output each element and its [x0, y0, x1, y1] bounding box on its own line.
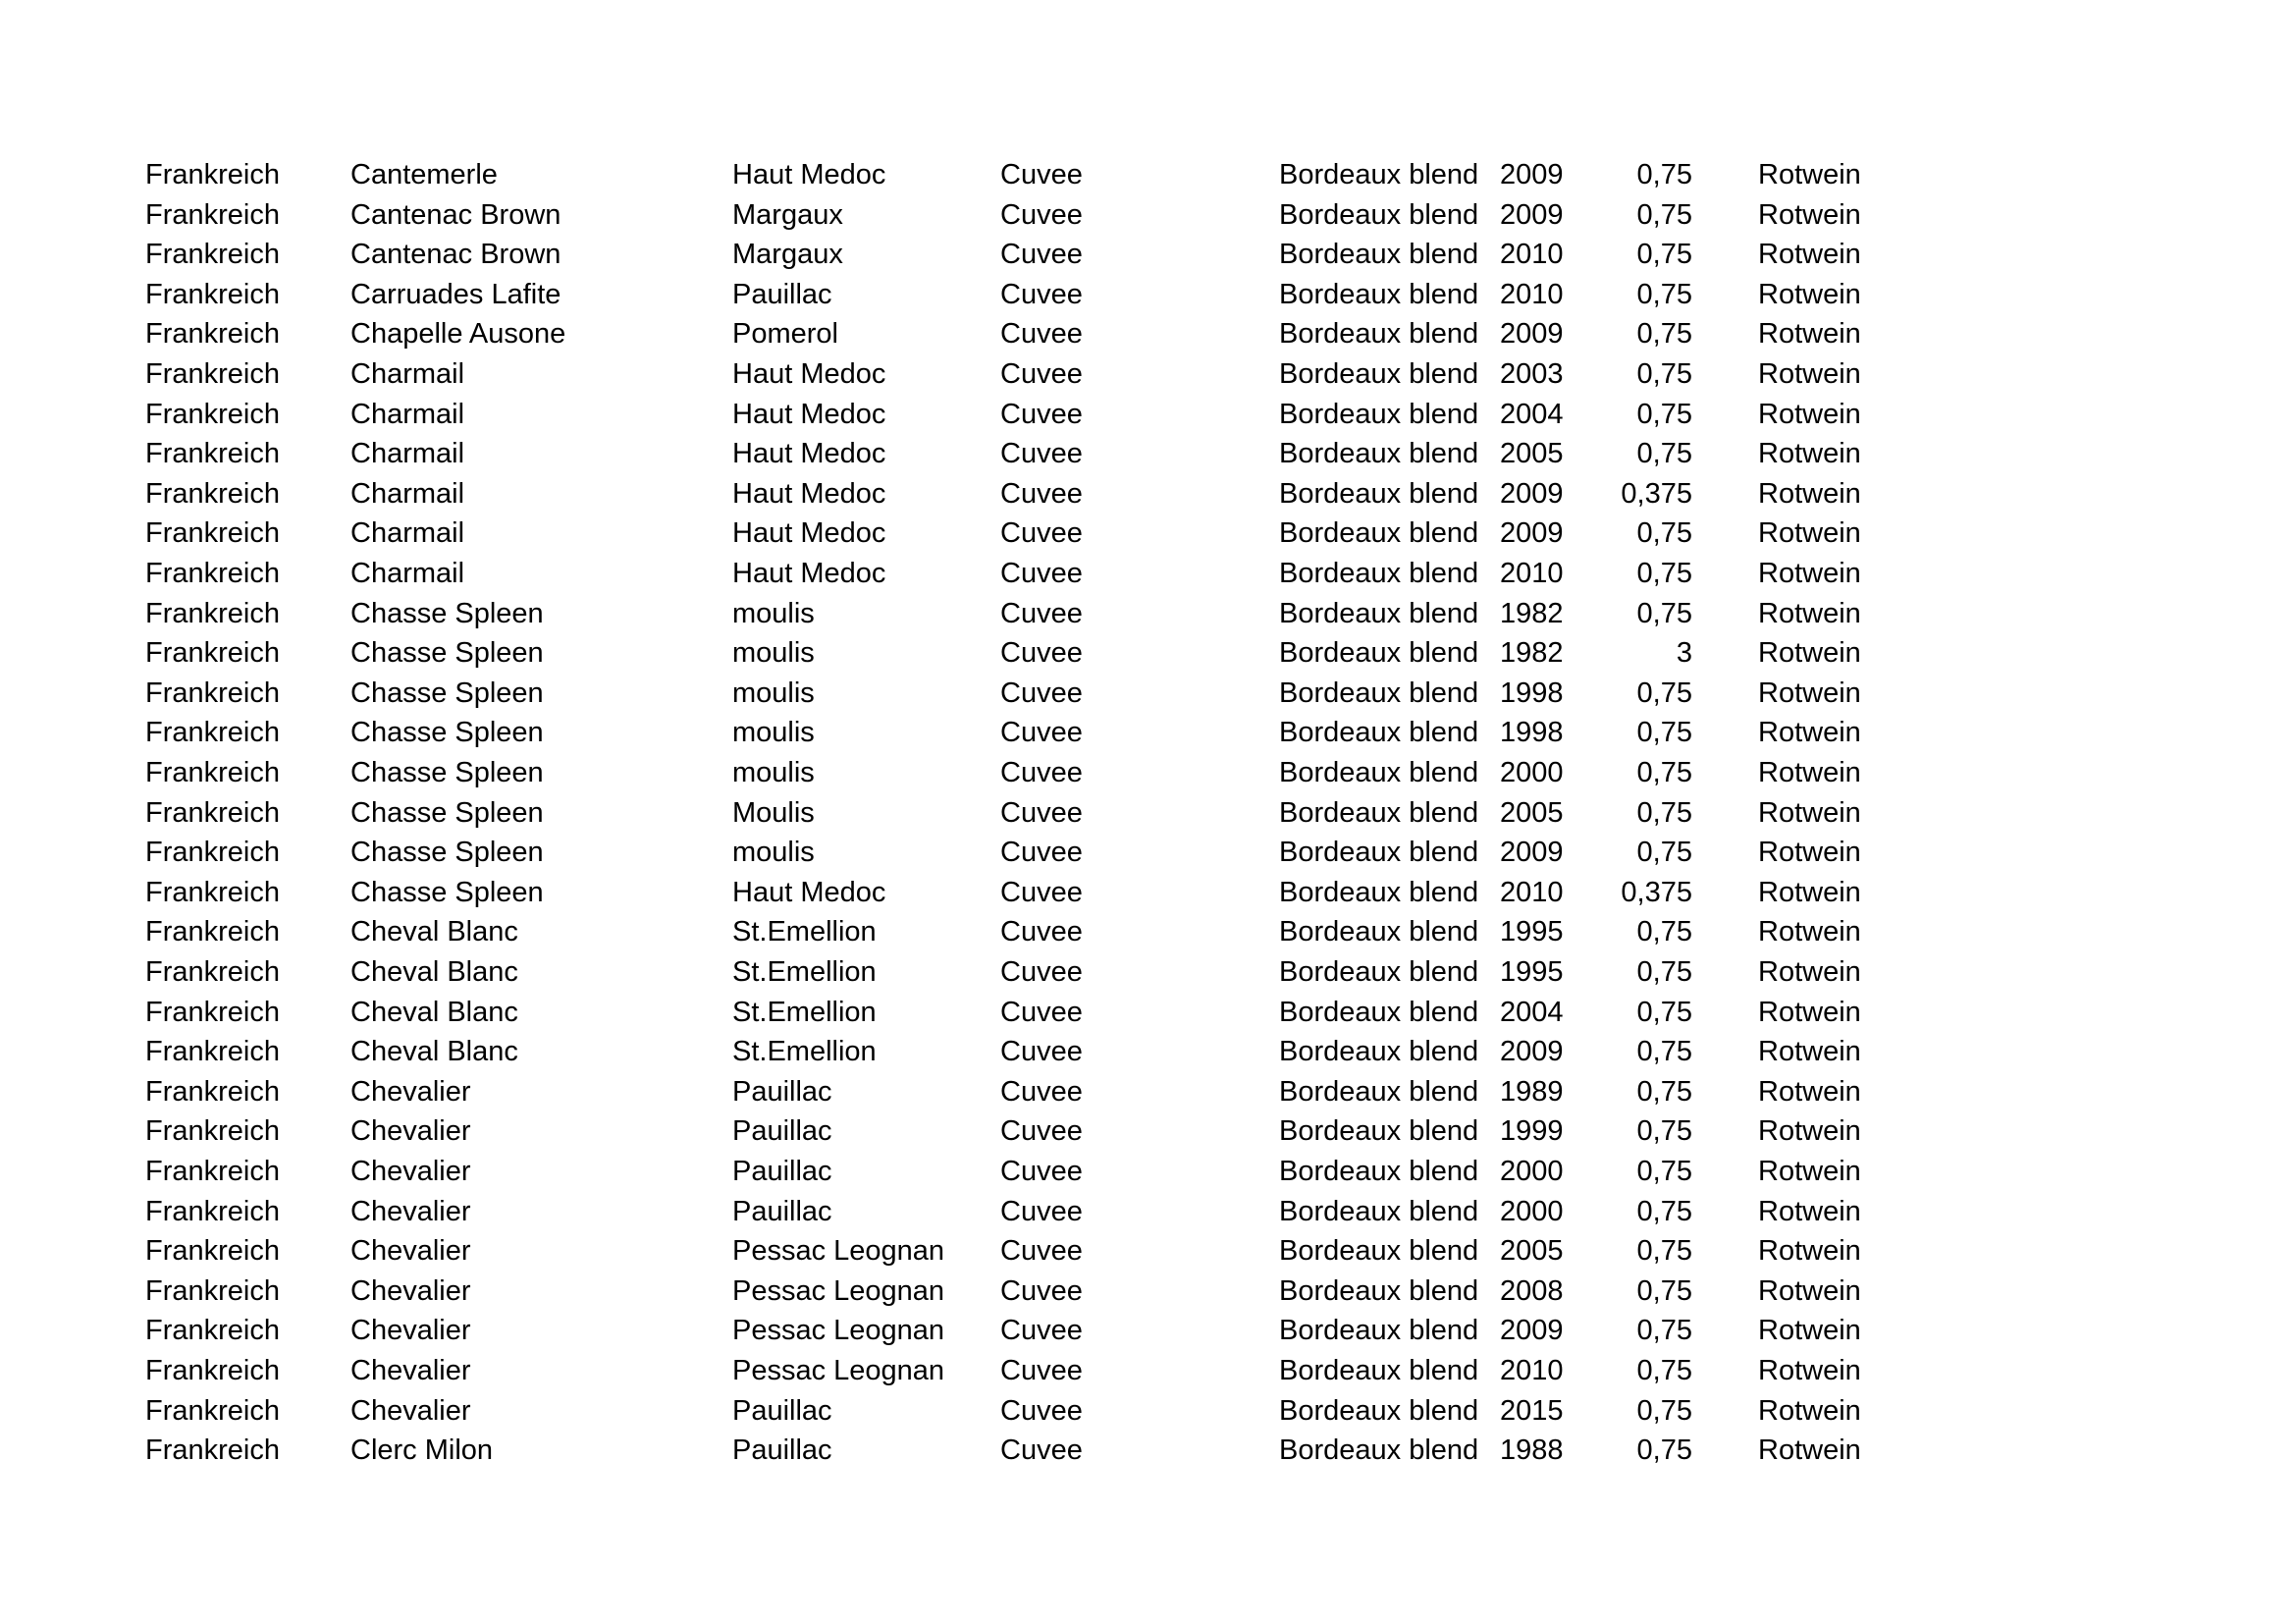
wine-name-cell: Chevalier — [350, 1195, 471, 1227]
wine-color-cell: Rotwein — [1758, 1315, 1861, 1347]
vintage-cell: 2005 — [1500, 1235, 1564, 1268]
grape-cell: Bordeaux blend — [1279, 1115, 1479, 1148]
table-row — [0, 554, 2296, 593]
country-cell: Frankreich — [145, 1315, 280, 1347]
vintage-cell: 2010 — [1500, 558, 1564, 589]
country-cell: Frankreich — [145, 438, 280, 470]
grape-cell: Bordeaux blend — [1279, 477, 1479, 510]
wine-name-cell: Chapelle Ausone — [350, 318, 566, 351]
type-cell: Cuvee — [1000, 637, 1083, 670]
type-cell: Cuvee — [1000, 477, 1083, 510]
country-cell: Frankreich — [145, 477, 280, 510]
region-cell: Moulis — [732, 796, 815, 829]
region-cell: St.Emellion — [732, 996, 877, 1028]
country-cell: Frankreich — [145, 637, 280, 670]
region-cell: Pauillac — [732, 278, 832, 310]
type-cell: Cuvee — [1000, 597, 1083, 629]
grape-cell: Bordeaux blend — [1279, 796, 1479, 829]
grape-cell: Bordeaux blend — [1279, 956, 1479, 988]
volume-cell: 0,75 — [1636, 1394, 1692, 1427]
region-cell: Haut Medoc — [732, 159, 886, 190]
volume-cell: 0,75 — [1636, 677, 1692, 709]
type-cell: Cuvee — [1000, 1036, 1083, 1068]
volume-cell: 0,375 — [1621, 477, 1692, 510]
country-cell: Frankreich — [145, 398, 280, 430]
wine-name-cell: Chasse Spleen — [350, 837, 544, 869]
table-row — [0, 1231, 2296, 1271]
table-row — [0, 235, 2296, 274]
wine-color-cell: Rotwein — [1758, 558, 1861, 589]
vintage-cell: 1988 — [1500, 1435, 1564, 1467]
volume-cell: 0,75 — [1636, 1036, 1692, 1068]
type-cell: Cuvee — [1000, 796, 1083, 829]
wine-color-cell: Rotwein — [1758, 996, 1861, 1028]
vintage-cell: 1995 — [1500, 956, 1564, 988]
wine-color-cell: Rotwein — [1758, 1195, 1861, 1227]
wine-color-cell: Rotwein — [1758, 1036, 1861, 1068]
wine-name-cell: Charmail — [350, 398, 465, 430]
vintage-cell: 1999 — [1500, 1115, 1564, 1148]
table-row — [0, 1111, 2296, 1151]
region-cell: Pauillac — [732, 1435, 832, 1467]
volume-cell: 0,75 — [1636, 438, 1692, 470]
region-cell: Haut Medoc — [732, 398, 886, 430]
volume-cell: 0,75 — [1636, 239, 1692, 271]
region-cell: Margaux — [732, 239, 843, 271]
table-row — [0, 912, 2296, 951]
wine-name-cell: Chasse Spleen — [350, 757, 544, 788]
vintage-cell: 2004 — [1500, 996, 1564, 1028]
grape-cell: Bordeaux blend — [1279, 398, 1479, 430]
table-row — [0, 1152, 2296, 1191]
type-cell: Cuvee — [1000, 278, 1083, 310]
vintage-cell: 2010 — [1500, 876, 1564, 908]
region-cell: Pessac Leognan — [732, 1355, 945, 1386]
type-cell: Cuvee — [1000, 1235, 1083, 1268]
table-row — [0, 753, 2296, 792]
wine-name-cell: Chevalier — [350, 1075, 471, 1108]
vintage-cell: 2009 — [1500, 477, 1564, 510]
volume-cell: 0,75 — [1636, 1355, 1692, 1386]
vintage-cell: 2005 — [1500, 438, 1564, 470]
region-cell: Pauillac — [732, 1156, 832, 1187]
type-cell: Cuvee — [1000, 239, 1083, 271]
type-cell: Cuvee — [1000, 517, 1083, 550]
wine-name-cell: Cheval Blanc — [350, 1036, 518, 1068]
vintage-cell: 2010 — [1500, 239, 1564, 271]
type-cell: Cuvee — [1000, 358, 1083, 390]
vintage-cell: 2009 — [1500, 1036, 1564, 1068]
vintage-cell: 2009 — [1500, 517, 1564, 550]
volume-cell: 3 — [1676, 637, 1692, 670]
grape-cell: Bordeaux blend — [1279, 916, 1479, 948]
grape-cell: Bordeaux blend — [1279, 1075, 1479, 1108]
wine-name-cell: Chevalier — [350, 1274, 471, 1307]
region-cell: Pessac Leognan — [732, 1235, 945, 1268]
vintage-cell: 2009 — [1500, 318, 1564, 351]
type-cell: Cuvee — [1000, 198, 1083, 231]
wine-name-cell: Chevalier — [350, 1115, 471, 1148]
country-cell: Frankreich — [145, 597, 280, 629]
vintage-cell: 2000 — [1500, 1195, 1564, 1227]
country-cell: Frankreich — [145, 278, 280, 310]
country-cell: Frankreich — [145, 956, 280, 988]
table-row — [0, 633, 2296, 673]
wine-name-cell: Chasse Spleen — [350, 637, 544, 670]
volume-cell: 0,75 — [1636, 1435, 1692, 1467]
type-cell: Cuvee — [1000, 438, 1083, 470]
table-row — [0, 594, 2296, 633]
wine-name-cell: Charmail — [350, 358, 465, 390]
region-cell: Margaux — [732, 198, 843, 231]
region-cell: moulis — [732, 837, 815, 869]
volume-cell: 0,75 — [1636, 837, 1692, 869]
type-cell: Cuvee — [1000, 318, 1083, 351]
country-cell: Frankreich — [145, 1355, 280, 1386]
type-cell: Cuvee — [1000, 558, 1083, 589]
grape-cell: Bordeaux blend — [1279, 1315, 1479, 1347]
region-cell: moulis — [732, 717, 815, 749]
country-cell: Frankreich — [145, 996, 280, 1028]
table-row — [0, 873, 2296, 912]
wine-color-cell: Rotwein — [1758, 278, 1861, 310]
type-cell: Cuvee — [1000, 1274, 1083, 1307]
volume-cell: 0,75 — [1636, 358, 1692, 390]
table-row — [0, 195, 2296, 235]
grape-cell: Bordeaux blend — [1279, 438, 1479, 470]
vintage-cell: 2009 — [1500, 159, 1564, 190]
vintage-cell: 2000 — [1500, 757, 1564, 788]
table-row — [0, 155, 2296, 194]
wine-name-cell: Chevalier — [350, 1355, 471, 1386]
table-row — [0, 1431, 2296, 1470]
grape-cell: Bordeaux blend — [1279, 1195, 1479, 1227]
table-row — [0, 1272, 2296, 1311]
wine-color-cell: Rotwein — [1758, 159, 1861, 190]
wine-color-cell: Rotwein — [1758, 477, 1861, 510]
wine-color-cell: Rotwein — [1758, 1075, 1861, 1108]
vintage-cell: 1998 — [1500, 677, 1564, 709]
grape-cell: Bordeaux blend — [1279, 1156, 1479, 1187]
volume-cell: 0,75 — [1636, 1075, 1692, 1108]
country-cell: Frankreich — [145, 358, 280, 390]
table-row — [0, 1351, 2296, 1390]
country-cell: Frankreich — [145, 1195, 280, 1227]
volume-cell: 0,75 — [1636, 1235, 1692, 1268]
wine-color-cell: Rotwein — [1758, 916, 1861, 948]
region-cell: Haut Medoc — [732, 558, 886, 589]
vintage-cell: 1989 — [1500, 1075, 1564, 1108]
wine-color-cell: Rotwein — [1758, 876, 1861, 908]
table-row — [0, 993, 2296, 1032]
region-cell: Pessac Leognan — [732, 1315, 945, 1347]
grape-cell: Bordeaux blend — [1279, 239, 1479, 271]
type-cell: Cuvee — [1000, 1315, 1083, 1347]
wine-name-cell: Carruades Lafite — [350, 278, 561, 310]
region-cell: Pauillac — [732, 1394, 832, 1427]
type-cell: Cuvee — [1000, 1156, 1083, 1187]
country-cell: Frankreich — [145, 677, 280, 709]
volume-cell: 0,75 — [1636, 1195, 1692, 1227]
table-row — [0, 793, 2296, 833]
table-row — [0, 674, 2296, 713]
region-cell: St.Emellion — [732, 1036, 877, 1068]
wine-color-cell: Rotwein — [1758, 837, 1861, 869]
grape-cell: Bordeaux blend — [1279, 637, 1479, 670]
wine-color-cell: Rotwein — [1758, 717, 1861, 749]
type-cell: Cuvee — [1000, 876, 1083, 908]
volume-cell: 0,75 — [1636, 757, 1692, 788]
grape-cell: Bordeaux blend — [1279, 159, 1479, 190]
vintage-cell: 1995 — [1500, 916, 1564, 948]
wine-color-cell: Rotwein — [1758, 318, 1861, 351]
vintage-cell: 2010 — [1500, 278, 1564, 310]
type-cell: Cuvee — [1000, 837, 1083, 869]
wine-name-cell: Chasse Spleen — [350, 796, 544, 829]
wine-name-cell: Charmail — [350, 477, 465, 510]
country-cell: Frankreich — [145, 558, 280, 589]
volume-cell: 0,75 — [1636, 198, 1692, 231]
country-cell: Frankreich — [145, 717, 280, 749]
volume-cell: 0,75 — [1636, 517, 1692, 550]
region-cell: Pomerol — [732, 318, 838, 351]
volume-cell: 0,75 — [1636, 1115, 1692, 1148]
grape-cell: Bordeaux blend — [1279, 278, 1479, 310]
vintage-cell: 2008 — [1500, 1274, 1564, 1307]
country-cell: Frankreich — [145, 318, 280, 351]
wine-color-cell: Rotwein — [1758, 1115, 1861, 1148]
wine-name-cell: Chasse Spleen — [350, 876, 544, 908]
table-row — [0, 1311, 2296, 1350]
region-cell: moulis — [732, 597, 815, 629]
wine-name-cell: Charmail — [350, 558, 465, 589]
table-row — [0, 354, 2296, 394]
country-cell: Frankreich — [145, 876, 280, 908]
grape-cell: Bordeaux blend — [1279, 757, 1479, 788]
table-row — [0, 1032, 2296, 1071]
volume-cell: 0,75 — [1636, 956, 1692, 988]
vintage-cell: 2005 — [1500, 796, 1564, 829]
wine-name-cell: Chasse Spleen — [350, 597, 544, 629]
table-row — [0, 713, 2296, 752]
wine-color-cell: Rotwein — [1758, 677, 1861, 709]
volume-cell: 0,75 — [1636, 318, 1692, 351]
region-cell: Haut Medoc — [732, 477, 886, 510]
region-cell: moulis — [732, 637, 815, 670]
wine-color-cell: Rotwein — [1758, 1235, 1861, 1268]
wine-color-cell: Rotwein — [1758, 757, 1861, 788]
table-row — [0, 474, 2296, 514]
table-row — [0, 314, 2296, 353]
wine-name-cell: Charmail — [350, 438, 465, 470]
vintage-cell: 2015 — [1500, 1394, 1564, 1427]
type-cell: Cuvee — [1000, 1115, 1083, 1148]
volume-cell: 0,75 — [1636, 1274, 1692, 1307]
type-cell: Cuvee — [1000, 1075, 1083, 1108]
volume-cell: 0,75 — [1636, 916, 1692, 948]
wine-color-cell: Rotwein — [1758, 637, 1861, 670]
grape-cell: Bordeaux blend — [1279, 717, 1479, 749]
wine-color-cell: Rotwein — [1758, 517, 1861, 550]
grape-cell: Bordeaux blend — [1279, 558, 1479, 589]
grape-cell: Bordeaux blend — [1279, 1355, 1479, 1386]
volume-cell: 0,75 — [1636, 1315, 1692, 1347]
wine-color-cell: Rotwein — [1758, 1156, 1861, 1187]
wine-color-cell: Rotwein — [1758, 956, 1861, 988]
grape-cell: Bordeaux blend — [1279, 996, 1479, 1028]
wine-name-cell: Chasse Spleen — [350, 717, 544, 749]
country-cell: Frankreich — [145, 916, 280, 948]
vintage-cell: 1982 — [1500, 597, 1564, 629]
wine-name-cell: Chevalier — [350, 1235, 471, 1268]
grape-cell: Bordeaux blend — [1279, 1394, 1479, 1427]
volume-cell: 0,75 — [1636, 1156, 1692, 1187]
region-cell: Haut Medoc — [732, 438, 886, 470]
volume-cell: 0,75 — [1636, 796, 1692, 829]
grape-cell: Bordeaux blend — [1279, 1435, 1479, 1467]
region-cell: Pauillac — [732, 1075, 832, 1108]
type-cell: Cuvee — [1000, 1195, 1083, 1227]
country-cell: Frankreich — [145, 1435, 280, 1467]
type-cell: Cuvee — [1000, 677, 1083, 709]
table-row — [0, 1192, 2296, 1231]
type-cell: Cuvee — [1000, 1355, 1083, 1386]
region-cell: Pauillac — [732, 1195, 832, 1227]
volume-cell: 0,375 — [1621, 876, 1692, 908]
wine-name-cell: Charmail — [350, 517, 465, 550]
table-row — [0, 275, 2296, 314]
vintage-cell: 1998 — [1500, 717, 1564, 749]
wine-name-cell: Cantenac Brown — [350, 198, 561, 231]
country-cell: Frankreich — [145, 837, 280, 869]
type-cell: Cuvee — [1000, 717, 1083, 749]
grape-cell: Bordeaux blend — [1279, 318, 1479, 351]
vintage-cell: 2004 — [1500, 398, 1564, 430]
country-cell: Frankreich — [145, 1274, 280, 1307]
region-cell: Haut Medoc — [732, 876, 886, 908]
wine-color-cell: Rotwein — [1758, 198, 1861, 231]
table-row — [0, 1072, 2296, 1111]
country-cell: Frankreich — [145, 1036, 280, 1068]
vintage-cell: 2009 — [1500, 837, 1564, 869]
volume-cell: 0,75 — [1636, 159, 1692, 190]
table-row — [0, 434, 2296, 473]
wine-color-cell: Rotwein — [1758, 1355, 1861, 1386]
region-cell: Haut Medoc — [732, 517, 886, 550]
region-cell: moulis — [732, 757, 815, 788]
region-cell: moulis — [732, 677, 815, 709]
wine-name-cell: Chevalier — [350, 1156, 471, 1187]
wine-name-cell: Chevalier — [350, 1394, 471, 1427]
grape-cell: Bordeaux blend — [1279, 1036, 1479, 1068]
grape-cell: Bordeaux blend — [1279, 837, 1479, 869]
grape-cell: Bordeaux blend — [1279, 876, 1479, 908]
type-cell: Cuvee — [1000, 159, 1083, 190]
wine-color-cell: Rotwein — [1758, 597, 1861, 629]
region-cell: St.Emellion — [732, 916, 877, 948]
vintage-cell: 2003 — [1500, 358, 1564, 390]
region-cell: Pessac Leognan — [732, 1274, 945, 1307]
vintage-cell: 1982 — [1500, 637, 1564, 670]
grape-cell: Bordeaux blend — [1279, 677, 1479, 709]
wine-color-cell: Rotwein — [1758, 239, 1861, 271]
country-cell: Frankreich — [145, 1115, 280, 1148]
wine-color-cell: Rotwein — [1758, 358, 1861, 390]
grape-cell: Bordeaux blend — [1279, 358, 1479, 390]
type-cell: Cuvee — [1000, 916, 1083, 948]
wine-name-cell: Cheval Blanc — [350, 916, 518, 948]
wine-color-cell: Rotwein — [1758, 1274, 1861, 1307]
volume-cell: 0,75 — [1636, 597, 1692, 629]
type-cell: Cuvee — [1000, 1394, 1083, 1427]
vintage-cell: 2009 — [1500, 1315, 1564, 1347]
wine-color-cell: Rotwein — [1758, 398, 1861, 430]
country-cell: Frankreich — [145, 239, 280, 271]
wine-color-cell: Rotwein — [1758, 796, 1861, 829]
volume-cell: 0,75 — [1636, 558, 1692, 589]
table-row — [0, 1391, 2296, 1431]
wine-name-cell: Clerc Milon — [350, 1435, 494, 1467]
wine-name-cell: Cantenac Brown — [350, 239, 561, 271]
type-cell: Cuvee — [1000, 757, 1083, 788]
grape-cell: Bordeaux blend — [1279, 517, 1479, 550]
volume-cell: 0,75 — [1636, 278, 1692, 310]
region-cell: Haut Medoc — [732, 358, 886, 390]
country-cell: Frankreich — [145, 198, 280, 231]
table-row — [0, 514, 2296, 553]
volume-cell: 0,75 — [1636, 996, 1692, 1028]
wine-name-cell: Cantemerle — [350, 159, 498, 190]
table-row — [0, 952, 2296, 992]
country-cell: Frankreich — [145, 1235, 280, 1268]
vintage-cell: 2000 — [1500, 1156, 1564, 1187]
wine-name-cell: Cheval Blanc — [350, 956, 518, 988]
grape-cell: Bordeaux blend — [1279, 1274, 1479, 1307]
type-cell: Cuvee — [1000, 398, 1083, 430]
country-cell: Frankreich — [145, 517, 280, 550]
grape-cell: Bordeaux blend — [1279, 597, 1479, 629]
country-cell: Frankreich — [145, 1075, 280, 1108]
country-cell: Frankreich — [145, 757, 280, 788]
country-cell: Frankreich — [145, 1394, 280, 1427]
wine-name-cell: Cheval Blanc — [350, 996, 518, 1028]
region-cell: St.Emellion — [732, 956, 877, 988]
country-cell: Frankreich — [145, 796, 280, 829]
volume-cell: 0,75 — [1636, 717, 1692, 749]
wine-name-cell: Chevalier — [350, 1315, 471, 1347]
country-cell: Frankreich — [145, 159, 280, 190]
table-row — [0, 395, 2296, 434]
type-cell: Cuvee — [1000, 1435, 1083, 1467]
wine-color-cell: Rotwein — [1758, 1435, 1861, 1467]
region-cell: Pauillac — [732, 1115, 832, 1148]
wine-color-cell: Rotwein — [1758, 1394, 1861, 1427]
grape-cell: Bordeaux blend — [1279, 198, 1479, 231]
wine-name-cell: Chasse Spleen — [350, 677, 544, 709]
wine-color-cell: Rotwein — [1758, 438, 1861, 470]
vintage-cell: 2010 — [1500, 1355, 1564, 1386]
country-cell: Frankreich — [145, 1156, 280, 1187]
volume-cell: 0,75 — [1636, 398, 1692, 430]
type-cell: Cuvee — [1000, 996, 1083, 1028]
vintage-cell: 2009 — [1500, 198, 1564, 231]
type-cell: Cuvee — [1000, 956, 1083, 988]
table-row — [0, 833, 2296, 872]
grape-cell: Bordeaux blend — [1279, 1235, 1479, 1268]
